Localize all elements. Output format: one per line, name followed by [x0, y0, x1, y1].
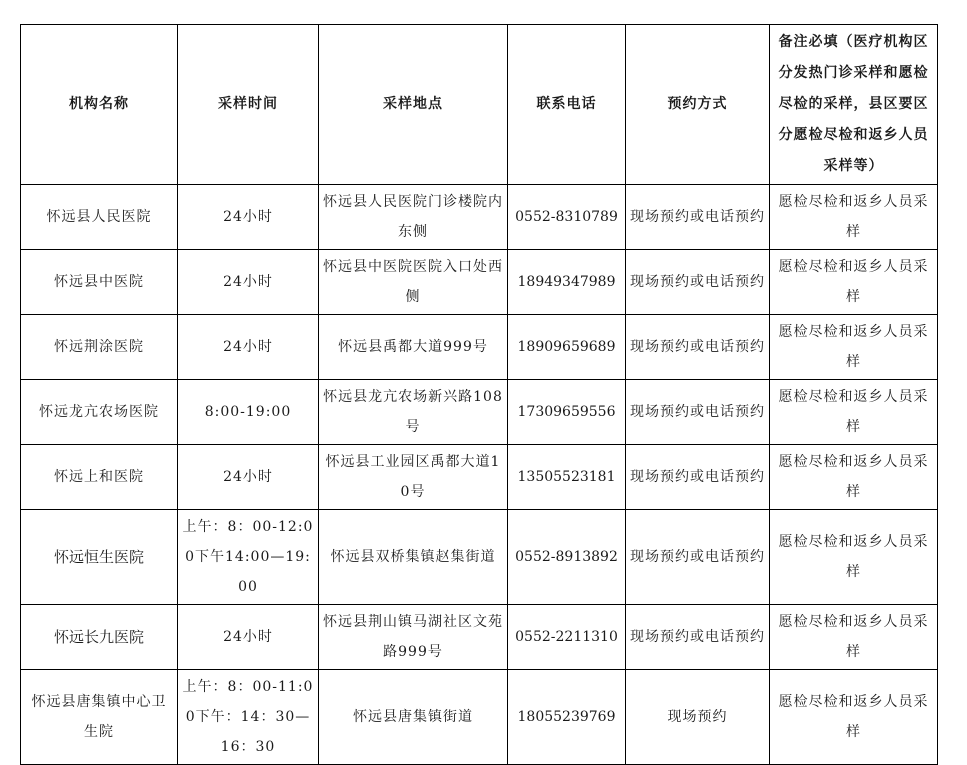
table-row [21, 510, 938, 605]
cell-booking: 现场预约或电话预约 [626, 185, 770, 250]
cell-booking: 现场预约或电话预约 [626, 315, 770, 380]
header-booking: 预约方式 [626, 25, 770, 185]
table-row [21, 670, 938, 765]
cell-time: 24小时 [178, 445, 319, 510]
cell-note: 愿检尽检和返乡人员采样 [770, 605, 938, 670]
cell-name: 怀远长九医院 [21, 605, 178, 670]
cell-booking: 现场预约或电话预约 [626, 250, 770, 315]
cell-phone: 18055239769 [508, 670, 626, 765]
cell-phone: 18909659689 [508, 315, 626, 380]
cell-time: 8:00-19:00 [178, 380, 319, 445]
table-row [21, 250, 938, 315]
cell-note: 愿检尽检和返乡人员采样 [770, 250, 938, 315]
cell-name: 怀远县人民医院 [21, 185, 178, 250]
cell-booking: 现场预约或电话预约 [626, 380, 770, 445]
cell-time: 24小时 [178, 185, 319, 250]
cell-location: 怀远县中医院医院入口处西侧 [319, 250, 508, 315]
cell-location: 怀远县唐集镇街道 [319, 670, 508, 765]
cell-booking: 现场预约或电话预约 [626, 605, 770, 670]
cell-time: 24小时 [178, 315, 319, 380]
cell-note: 愿检尽检和返乡人员采样 [770, 380, 938, 445]
cell-note: 愿检尽检和返乡人员采样 [770, 510, 938, 605]
header-location: 采样地点 [319, 25, 508, 185]
cell-phone: 0552-2211310 [508, 605, 626, 670]
table-row [21, 445, 938, 510]
cell-time: 上午：8：00-12:00下午14:00—19:00 [178, 510, 319, 605]
table-row [21, 380, 938, 445]
header-time: 采样时间 [178, 25, 319, 185]
cell-phone: 13505523181 [508, 445, 626, 510]
sampling-sites-table [20, 24, 938, 765]
cell-phone: 0552-8310789 [508, 185, 626, 250]
cell-name: 怀远上和医院 [21, 445, 178, 510]
header-phone: 联系电话 [508, 25, 626, 185]
cell-location: 怀远县双桥集镇赵集街道 [319, 510, 508, 605]
table-row [21, 185, 938, 250]
cell-phone: 18949347989 [508, 250, 626, 315]
cell-name: 怀远龙亢农场医院 [21, 380, 178, 445]
header-row [21, 25, 938, 185]
cell-location: 怀远县龙亢农场新兴路108号 [319, 380, 508, 445]
cell-name: 怀远恒生医院 [21, 510, 178, 605]
table-row [21, 315, 938, 380]
cell-note: 愿检尽检和返乡人员采样 [770, 445, 938, 510]
cell-time: 24小时 [178, 250, 319, 315]
cell-time: 24小时 [178, 605, 319, 670]
cell-note: 愿检尽检和返乡人员采样 [770, 670, 938, 765]
cell-note: 愿检尽检和返乡人员采样 [770, 185, 938, 250]
cell-note: 愿检尽检和返乡人员采样 [770, 315, 938, 380]
cell-location: 怀远县工业园区禹都大道10号 [319, 445, 508, 510]
table-row [21, 605, 938, 670]
header-name: 机构名称 [21, 25, 178, 185]
cell-booking: 现场预约或电话预约 [626, 445, 770, 510]
cell-name: 怀远荆涂医院 [21, 315, 178, 380]
cell-booking: 现场预约或电话预约 [626, 510, 770, 605]
cell-location: 怀远县禹都大道999号 [319, 315, 508, 380]
cell-phone: 0552-8913892 [508, 510, 626, 605]
cell-booking: 现场预约 [626, 670, 770, 765]
cell-name: 怀远县中医院 [21, 250, 178, 315]
cell-location: 怀远县人民医院门诊楼院内东侧 [319, 185, 508, 250]
cell-location: 怀远县荆山镇马湖社区文苑路999号 [319, 605, 508, 670]
cell-name: 怀远县唐集镇中心卫生院 [21, 670, 178, 765]
cell-time: 上午：8：00-11:00下午：14：30—16：30 [178, 670, 319, 765]
cell-phone: 17309659556 [508, 380, 626, 445]
header-note: 备注必填（医疗机构区分发热门诊采样和愿检尽检的采样，县区要区分愿检尽检和返乡人员采样等） [770, 25, 938, 185]
